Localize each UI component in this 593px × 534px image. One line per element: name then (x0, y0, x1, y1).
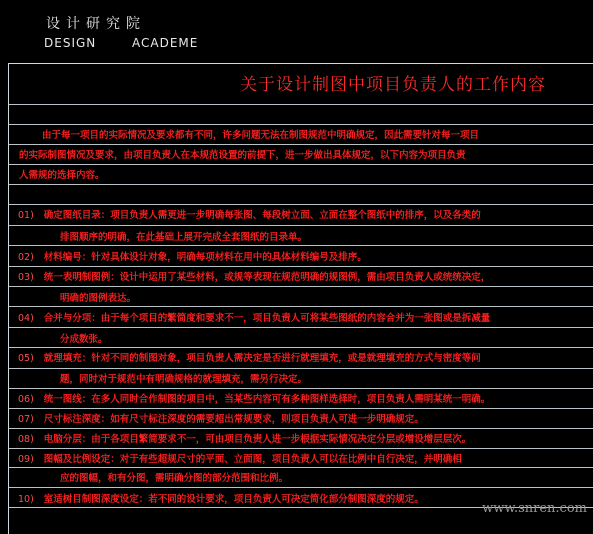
table-rule (9, 124, 593, 125)
table-rule (9, 467, 593, 468)
item-number: 07) (18, 414, 34, 425)
list-item (18, 272, 490, 283)
item-text: 统一表明制图例：设计中运用了某些材料，或规等表现在规范明确的规图例，需由项目负责人或统统决定， (43, 272, 491, 283)
item-text: 图幅及比例设定：对于有些超规尺寸的平面、立面图，项目负责人可以在比例中自行决定，并明确相 (43, 454, 462, 465)
table-rule (9, 245, 593, 246)
table-rule (9, 448, 593, 449)
item-text: 排图顺序的明确，在此基础上展开完成全套图纸的目录单。 (60, 232, 308, 243)
item-text: 尺寸标注深度：如有尺寸标注深度的需要超出常规要求，则项目负责人可进一步明确规定。 (43, 414, 424, 425)
list-item (18, 414, 424, 425)
list-item (18, 353, 481, 364)
item-number: 10) (18, 494, 34, 505)
list-item (18, 394, 490, 405)
table-rule (9, 204, 593, 205)
intro-line: 的实际制图情况及要求，由项目负责人在本规范设置的前提下，进一步做出具体规定，以下内容为项目负责 (19, 150, 466, 161)
table-rule (9, 266, 593, 267)
item-text: 明确的图例表达。 (60, 293, 137, 304)
intro-line: 人需规的选择内容。 (19, 170, 105, 181)
institute-name-cn: 设计研究院 (46, 16, 146, 32)
list-item (18, 252, 367, 263)
table-rule (9, 225, 593, 226)
list-item (18, 434, 471, 445)
item-number: 02) (18, 252, 34, 263)
item-text: 确定图纸目录：项目负责人需更进一步明确每张图、每段树立面、立面在整个图纸中的排序，以及各类的 (43, 210, 481, 221)
item-text: 就理填充：针对不同的制图对象，项目负责人需决定是否进行就理填充，或是就理填充的方式与密度等问 (43, 353, 481, 364)
item-number: 08) (18, 434, 34, 445)
table-rule (9, 347, 593, 348)
institute-name-en-design: DESIGN (44, 36, 97, 50)
item-text: 材料编号：针对具体设计对象，明确每项材料在用中的具体材料编号及排序。 (43, 252, 367, 263)
table-rule (9, 104, 593, 105)
item-text: 应的图幅，和有分图，需明确分图的部分范围和比例。 (60, 473, 289, 484)
table-rule (9, 144, 593, 145)
item-number: 04) (18, 313, 34, 324)
watermark: www.snren.com (482, 501, 587, 516)
item-text: 室适树目制图深度设定：若不同的设计要求，项目负责人可决定简化部分制图深度的规定。 (43, 494, 424, 505)
list-item (18, 313, 490, 324)
item-text: 题，同时对于规范中有明确规格的就理填充，需另行决定。 (60, 374, 308, 385)
item-text: 电脑分层：由于各项目繁简要求不一，可由项目负责人进一步根据实际情况决定分层或增设增层层次。 (43, 434, 472, 445)
table-rule (9, 306, 593, 307)
table-rule (9, 408, 593, 409)
table-rule (9, 164, 593, 165)
item-number: 05) (18, 353, 34, 364)
table-rule (9, 368, 593, 369)
list-item (18, 454, 462, 465)
item-number: 09) (18, 454, 34, 465)
institute-name-en-academe: ACADEME (132, 36, 199, 50)
table-rule (9, 428, 593, 429)
item-number: 03) (18, 272, 34, 283)
list-item (18, 494, 424, 505)
item-number: 06) (18, 394, 34, 405)
item-text: 分成数张。 (60, 334, 108, 345)
table-rule (9, 286, 593, 287)
list-item (18, 210, 481, 221)
table-rule (9, 184, 593, 185)
item-text: 统一图线：在多人同时合作制图的项目中，当某些内容可有多种图样选择时，项目负责人需明某统一明确。 (43, 394, 491, 405)
table-rule (9, 487, 593, 488)
item-number: 01) (18, 210, 34, 221)
item-text: 合并与分项：由于每个项目的繁简度和要求不一，项目负责人可将某些图纸的内容合并为一张图或是拆减量 (43, 313, 491, 324)
table-rule (9, 327, 593, 328)
table-rule (9, 388, 593, 389)
intro-line: 由于每一项目的实际情况及要求都有不同，许多问题无法在制图规范中明确规定，因此需要针对每一项目 (42, 130, 480, 141)
page-title: 关于设计制图中项目负责人的工作内容 (240, 75, 546, 95)
